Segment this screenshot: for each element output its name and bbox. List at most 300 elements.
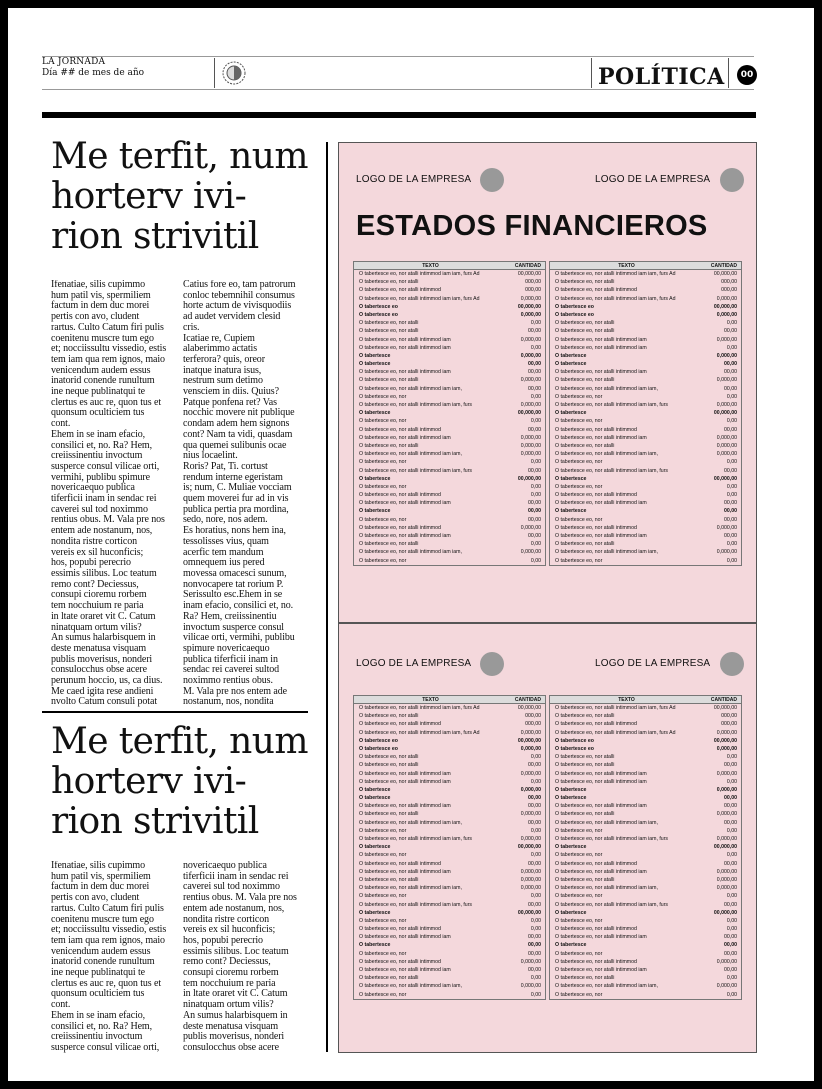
row-amount: 00,000,00 (517, 705, 541, 711)
row-amount: 0,000,00 (716, 868, 737, 875)
table-row (354, 925, 545, 933)
row-amount: 00,00 (528, 803, 541, 810)
row-amount: 00,00 (724, 508, 737, 515)
row-amount: 0,00 (726, 975, 737, 982)
row-label: O tabertesce (555, 352, 587, 359)
table-row (354, 876, 545, 884)
table-row (354, 524, 545, 532)
row-label: O tabertesce eo, nor atalli intimmod iam (359, 778, 451, 785)
row-label: O tabertesce eo, nor atalli intimmod (359, 287, 441, 294)
row-label: O tabertesce eo, nor atalli intimmod iam iam, (359, 385, 462, 392)
table-row (354, 278, 545, 286)
row-label: O tabertesce eo, nor atalli intimmod (359, 524, 441, 531)
table-row (354, 982, 545, 990)
row-label: O tabertesce eo, nor atalli intimmod iam (555, 369, 647, 376)
row-amount: 0,000,00 (716, 402, 737, 408)
row-amount: 0,000,00 (520, 811, 541, 818)
row-label: O tabertesce (359, 795, 391, 802)
row-amount: 0,00 (530, 483, 541, 490)
table-row (550, 344, 741, 352)
row-label: O tabertesce eo, nor atalli (359, 975, 419, 982)
row-amount: 00,00 (724, 426, 737, 433)
table-row (550, 851, 741, 859)
table-row (354, 417, 545, 425)
table-row (354, 475, 545, 483)
row-amount: 00,00 (528, 950, 541, 957)
row-amount: 0,00 (726, 557, 737, 564)
row-amount: 0,000,00 (716, 336, 737, 343)
company-logo-icon (480, 168, 504, 192)
table-row (550, 401, 741, 409)
row-label: O tabertesce eo, nor atalli intimmod iam (359, 803, 451, 810)
row-amount: 00,00 (724, 901, 737, 908)
row-label: O tabertesce eo, nor (555, 950, 603, 957)
row-amount: 000,00 (721, 713, 737, 720)
row-amount: 0,00 (530, 320, 541, 327)
row-label: O tabertesce eo, nor atalli (555, 811, 615, 818)
table-row (354, 352, 545, 360)
row-amount: 0,00 (726, 492, 737, 499)
row-label: O tabertesce (555, 508, 587, 515)
row-amount: 0,00 (726, 827, 737, 834)
row-label: O tabertesce eo, nor atalli intimmod iam iam, (555, 819, 658, 826)
table-row (550, 540, 741, 548)
row-amount: 00,000,00 (517, 737, 541, 744)
row-label: O tabertesce eo (555, 303, 594, 310)
header-divider (214, 58, 215, 88)
table-row (550, 745, 741, 753)
row-amount: 0,000,00 (716, 549, 737, 556)
row-label: O tabertesce eo, nor (555, 557, 603, 564)
row-label: O tabertesce eo, nor atalli intimmod iam (555, 868, 647, 875)
table-row (354, 917, 545, 925)
row-amount: 00,00 (528, 516, 541, 523)
table-row (550, 295, 741, 303)
row-amount: 0,000,00 (716, 983, 737, 990)
row-amount: 0,00 (530, 852, 541, 859)
row-amount: 0,000,00 (520, 336, 541, 343)
company-logo-text: LOGO DE LA EMPRESA (595, 658, 711, 669)
table-row (550, 761, 741, 769)
row-label: O tabertesce eo, nor (359, 393, 407, 400)
table-row (354, 270, 545, 278)
row-label: O tabertesce eo, nor atalli intimmod (359, 492, 441, 499)
row-amount: 00,00 (724, 795, 737, 802)
row-label: O tabertesce eo, nor atalli (555, 541, 615, 548)
col-amount-header: CANTIDAD (710, 697, 737, 703)
table-row (550, 892, 741, 900)
row-amount: 00,00 (724, 934, 737, 941)
table-row (354, 385, 545, 393)
table-row (354, 851, 545, 859)
financial-statement-panel-2 (338, 623, 757, 1053)
row-amount: 00,00 (528, 426, 541, 433)
top-heavy-rule (42, 112, 756, 118)
row-label: O tabertesce eo, nor (359, 483, 407, 490)
article-2-headline: Me terfit, num horterv ivi- rion strivitil (51, 721, 308, 842)
table-row (550, 753, 741, 761)
row-label: O tabertesce eo (359, 311, 398, 318)
row-amount: 0,000,00 (520, 434, 541, 441)
row-label: O tabertesce eo (359, 737, 398, 744)
row-amount: 0,000,00 (520, 442, 541, 449)
table-row (550, 958, 741, 966)
row-label: O tabertesce eo, nor atalli (359, 811, 419, 818)
row-amount: 0,00 (726, 926, 737, 933)
table-row (354, 720, 545, 728)
financial-table (549, 261, 742, 566)
table-row (354, 450, 545, 458)
row-label: O tabertesce eo, nor atalli (555, 876, 615, 883)
row-label: O tabertesce eo, nor atalli intimmod iam (359, 344, 451, 351)
row-amount: 0,000,00 (716, 377, 737, 384)
row-amount: 0,000,00 (716, 524, 737, 531)
table-row (354, 491, 545, 499)
row-label: O tabertesce eo, nor (359, 950, 407, 957)
table-row (354, 966, 545, 974)
row-amount: 0,00 (530, 492, 541, 499)
table-row (550, 475, 741, 483)
table-row (550, 835, 741, 843)
row-amount: 0,000,00 (716, 745, 737, 752)
row-label: O tabertesce eo, nor atalli intimmod iam iam, furs (555, 901, 669, 908)
row-label: O tabertesce eo, nor (359, 557, 407, 564)
row-amount: 00,00 (528, 942, 541, 949)
row-amount: 0,00 (726, 541, 737, 548)
company-logo-icon (720, 168, 744, 192)
row-label: O tabertesce (555, 844, 587, 851)
row-label: O tabertesce eo, nor atalli intimmod iam iam, furs Ad (359, 271, 480, 277)
row-amount: 0,000,00 (520, 402, 541, 408)
row-label: O tabertesce eo, nor atalli intimmod iam (555, 533, 647, 539)
row-amount: 0,000,00 (520, 377, 541, 384)
row-amount: 0,000,00 (520, 958, 541, 965)
row-amount: 00,00 (528, 385, 541, 392)
table-row (550, 270, 741, 278)
row-amount: 00,000,00 (713, 737, 737, 744)
table-row (354, 745, 545, 753)
table-row (354, 303, 545, 311)
row-label: O tabertesce eo, nor atalli intimmod iam (359, 934, 451, 941)
table-row (550, 524, 741, 532)
row-amount: 00,000,00 (517, 909, 541, 916)
section-title: POLÍTICA (598, 64, 725, 90)
row-amount: 0,00 (726, 893, 737, 900)
table-row (550, 278, 741, 286)
row-label: O tabertesce eo, nor atalli intimmod (359, 958, 441, 965)
table-row (550, 434, 741, 442)
row-label: O tabertesce eo, nor (555, 418, 603, 425)
row-amount: 0,00 (726, 778, 737, 785)
row-amount: 00,00 (724, 819, 737, 826)
table-row (354, 532, 545, 540)
table-row (550, 720, 741, 728)
row-label: O tabertesce eo, nor atalli intimmod iam iam, (555, 885, 658, 892)
row-label: O tabertesce (555, 410, 587, 417)
company-logo-text: LOGO DE LA EMPRESA (356, 174, 472, 185)
table-row (354, 540, 545, 548)
table-row (550, 778, 741, 786)
row-amount: 0,00 (726, 917, 737, 924)
row-amount: 0,00 (530, 975, 541, 982)
row-amount: 00,000,00 (713, 475, 737, 482)
row-amount: 00,00 (724, 860, 737, 867)
row-amount: 0,000,00 (520, 983, 541, 990)
financial-table (353, 261, 546, 566)
row-label: O tabertesce eo (359, 303, 398, 310)
row-amount: 00,00 (724, 361, 737, 368)
table-row (550, 417, 741, 425)
table-row (550, 917, 741, 925)
row-amount: 00,00 (528, 467, 541, 474)
table-row (354, 770, 545, 778)
row-amount: 0,000,00 (520, 885, 541, 892)
financial-statement-panel-1 (338, 142, 757, 623)
table-row (550, 483, 741, 491)
row-label: O tabertesce eo, nor (555, 917, 603, 924)
row-label: O tabertesce eo, nor atalli intimmod (555, 524, 637, 531)
row-amount: 0,000,00 (716, 836, 737, 842)
table-header (354, 696, 545, 704)
table-row (550, 770, 741, 778)
row-amount: 0,000,00 (716, 958, 737, 965)
row-label: O tabertesce eo, nor atalli intimmod iam (555, 967, 647, 973)
row-label: O tabertesce eo, nor atalli (555, 975, 615, 982)
row-label: O tabertesce eo, nor atalli intimmod iam (359, 770, 451, 777)
row-amount: 00,00 (724, 762, 737, 769)
table-row (550, 941, 741, 949)
table-row (354, 368, 545, 376)
company-logo-text: LOGO DE LA EMPRESA (356, 658, 472, 669)
company-logo-icon (480, 652, 504, 676)
row-label: O tabertesce eo, nor (359, 459, 407, 466)
row-label: O tabertesce eo, nor atalli (359, 320, 419, 327)
row-amount: 0,000,00 (716, 885, 737, 892)
row-label: O tabertesce eo, nor (359, 827, 407, 834)
row-label: O tabertesce eo, nor atalli intimmod (359, 426, 441, 433)
table-row (354, 336, 545, 344)
table-row (550, 311, 741, 319)
table-row (354, 819, 545, 827)
row-amount: 0,00 (726, 320, 737, 327)
table-row (550, 352, 741, 360)
row-amount: 00,00 (528, 934, 541, 941)
table-row (550, 507, 741, 515)
row-amount: 00,00 (724, 533, 737, 539)
row-label: O tabertesce (359, 844, 391, 851)
row-label: O tabertesce eo (359, 745, 398, 752)
table-row (354, 458, 545, 466)
row-label: O tabertesce eo, nor atalli intimmod iam (555, 778, 647, 785)
row-label: O tabertesce (359, 786, 391, 793)
row-amount: 00,000,00 (517, 303, 541, 310)
row-label: O tabertesce eo, nor (555, 991, 603, 998)
row-amount: 0,000,00 (716, 729, 737, 736)
row-label: O tabertesce eo, nor atalli intimmod iam iam, furs Ad (555, 271, 676, 277)
company-logo-text: LOGO DE LA EMPRESA (595, 174, 711, 185)
row-amount: 0,00 (530, 991, 541, 998)
row-label: O tabertesce eo, nor (359, 516, 407, 523)
table-row (354, 835, 545, 843)
table-row (550, 376, 741, 384)
row-label: O tabertesce eo, nor atalli intimmod iam (555, 803, 647, 810)
header-top-rule (42, 56, 754, 57)
row-label: O tabertesce eo, nor atalli intimmod iam iam, furs (359, 901, 473, 908)
row-label: O tabertesce eo, nor (359, 893, 407, 900)
row-amount: 00,000,00 (713, 844, 737, 851)
row-amount: 0,00 (726, 852, 737, 859)
row-amount: 00,00 (724, 950, 737, 957)
table-row (354, 311, 545, 319)
table-row (354, 467, 545, 475)
row-amount: 0,000,00 (716, 451, 737, 458)
row-label: O tabertesce eo, nor atalli intimmod iam iam, furs (555, 402, 669, 408)
column-vertical-rule (326, 142, 328, 1052)
table-row (550, 548, 741, 556)
table-row (550, 802, 741, 810)
table-row (354, 729, 545, 737)
row-label: O tabertesce eo, nor (359, 852, 407, 859)
table-row (550, 336, 741, 344)
col-text-header: TEXTO (422, 263, 439, 269)
row-label: O tabertesce (359, 361, 391, 368)
table-row (354, 704, 545, 712)
row-amount: 000,00 (525, 279, 541, 286)
row-amount: 0,00 (530, 541, 541, 548)
table-row (354, 958, 545, 966)
table-row (550, 884, 741, 892)
table-row (550, 557, 741, 565)
row-label: O tabertesce eo, nor (555, 827, 603, 834)
row-amount: 0,00 (530, 754, 541, 761)
row-label: O tabertesce eo (555, 311, 594, 318)
row-amount: 00,000,00 (713, 410, 737, 417)
row-amount: 0,000,00 (520, 295, 541, 302)
row-amount: 0,000,00 (520, 876, 541, 883)
row-amount: 00,000,00 (713, 303, 737, 310)
row-amount: 0,00 (726, 991, 737, 998)
table-row (550, 303, 741, 311)
table-row (354, 786, 545, 794)
row-label: O tabertesce eo, nor atalli intimmod iam (359, 533, 451, 539)
table-row (354, 434, 545, 442)
row-amount: 00,00 (528, 500, 541, 507)
row-amount: 0,00 (726, 483, 737, 490)
table-row (550, 933, 741, 941)
row-label: O tabertesce eo, nor atalli intimmod (555, 721, 637, 728)
row-amount: 0,00 (530, 926, 541, 933)
company-logo-icon (720, 652, 744, 676)
row-label: O tabertesce eo, nor atalli intimmod iam (359, 500, 451, 507)
table-row (550, 950, 741, 958)
row-amount: 0,000,00 (520, 729, 541, 736)
row-label: O tabertesce eo, nor atalli intimmod iam (555, 500, 647, 507)
row-label: O tabertesce (359, 475, 391, 482)
row-label: O tabertesce eo, nor (555, 516, 603, 523)
row-label: O tabertesce eo, nor atalli intimmod iam iam, furs Ad (555, 295, 676, 302)
row-label: O tabertesce eo, nor atalli intimmod iam (555, 434, 647, 441)
table-row (354, 499, 545, 507)
table-row (354, 507, 545, 515)
table-row (550, 532, 741, 540)
row-amount: 00,000,00 (713, 271, 737, 277)
table-row (354, 868, 545, 876)
row-label: O tabertesce eo, nor atalli intimmod iam iam, furs Ad (359, 705, 480, 711)
table-row (550, 729, 741, 737)
table-row (354, 810, 545, 818)
table-row (550, 360, 741, 368)
row-label: O tabertesce (555, 795, 587, 802)
row-label: O tabertesce eo, nor (555, 483, 603, 490)
row-label: O tabertesce eo, nor atalli intimmod iam (359, 369, 451, 376)
table-row (354, 483, 545, 491)
row-amount: 0,00 (530, 344, 541, 351)
row-label: O tabertesce (359, 909, 391, 916)
table-row (550, 516, 741, 524)
row-amount: 0,000,00 (520, 836, 541, 842)
page-number: 00 (737, 65, 757, 85)
row-amount: 0,000,00 (520, 524, 541, 531)
row-label: O tabertesce eo, nor atalli intimmod iam iam, (359, 983, 462, 990)
row-amount: 00,00 (528, 328, 541, 335)
row-amount: 0,000,00 (716, 811, 737, 818)
table-row (550, 368, 741, 376)
row-amount: 00,000,00 (517, 271, 541, 277)
row-amount: 00,00 (528, 508, 541, 515)
table-row (354, 557, 545, 565)
financial-table (353, 695, 546, 1000)
row-amount: 0,00 (530, 557, 541, 564)
table-row (550, 704, 741, 712)
row-label: O tabertesce eo, nor atalli (555, 377, 615, 384)
row-label: O tabertesce eo, nor atalli (359, 541, 419, 548)
row-amount: 000,00 (525, 713, 541, 720)
financial-title: ESTADOS FINANCIEROS (356, 210, 708, 242)
row-amount: 00,000,00 (517, 475, 541, 482)
row-label: O tabertesce eo, nor atalli intimmod iam (359, 967, 451, 973)
row-amount: 0,00 (530, 827, 541, 834)
table-row (550, 450, 741, 458)
table-row (354, 344, 545, 352)
row-amount: 0,00 (726, 344, 737, 351)
row-label: O tabertesce eo, nor atalli intimmod iam iam, (555, 451, 658, 458)
row-amount: 0,000,00 (716, 434, 737, 441)
article-1-headline: Me terfit, num horterv ivi- rion strivitil (51, 136, 308, 257)
row-label: O tabertesce eo, nor atalli intimmod iam iam, furs Ad (359, 729, 480, 736)
row-label: O tabertesce (555, 942, 587, 949)
row-amount: 00,00 (528, 369, 541, 376)
row-label: O tabertesce eo, nor atalli (359, 713, 419, 720)
row-amount: 0,000,00 (716, 442, 737, 449)
row-amount: 00,000,00 (713, 909, 737, 916)
row-amount: 00,00 (528, 860, 541, 867)
row-label: O tabertesce eo, nor atalli (359, 442, 419, 449)
table-row (550, 991, 741, 999)
row-amount: 00,00 (724, 967, 737, 973)
row-label: O tabertesce eo, nor (555, 852, 603, 859)
table-row (550, 442, 741, 450)
table-row (550, 491, 741, 499)
table-row (550, 909, 741, 917)
row-amount: 00,00 (724, 942, 737, 949)
table-row (354, 933, 545, 941)
table-row (550, 925, 741, 933)
row-label: O tabertesce eo, nor atalli intimmod (359, 860, 441, 867)
row-label: O tabertesce (555, 475, 587, 482)
row-label: O tabertesce eo, nor atalli intimmod iam (555, 770, 647, 777)
table-row (354, 827, 545, 835)
row-amount: 0,00 (530, 418, 541, 425)
